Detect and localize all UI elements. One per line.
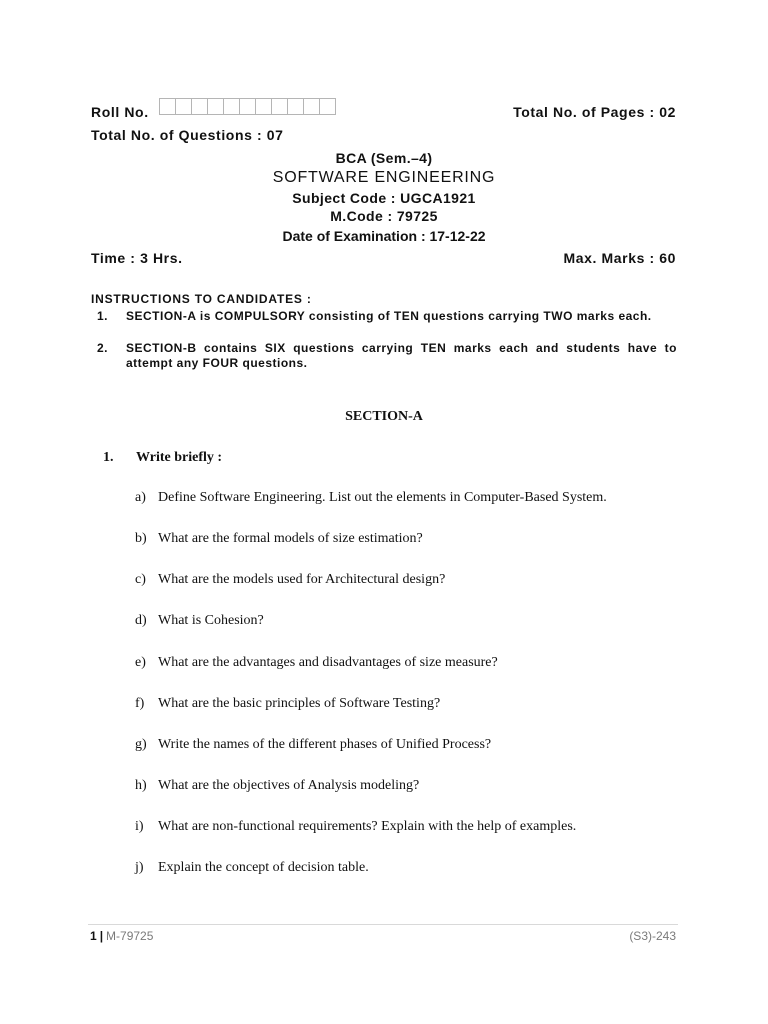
part-text: What are the objectives of Analysis modeling?: [158, 778, 420, 793]
part-text: Define Software Engineering. List out the elements in Computer-Based System.: [158, 490, 607, 505]
page-number: 1: [90, 929, 97, 943]
roll-no-box[interactable]: [255, 98, 272, 115]
subject-title: SOFTWARE ENGINEERING: [272, 169, 496, 186]
roll-no-box[interactable]: [319, 98, 336, 115]
footer-left: [90, 929, 153, 943]
roll-no-label: Roll No.: [91, 104, 149, 120]
instruction-item: [91, 341, 677, 371]
exam-date: Date of Examination : 17-12-22: [282, 228, 486, 244]
part-letter: g): [135, 737, 147, 752]
course-title: BCA (Sem.–4): [335, 150, 433, 166]
roll-no-box[interactable]: [223, 98, 240, 115]
footer-separator: |: [99, 929, 104, 943]
instruction-number: 2.: [97, 341, 109, 355]
m-code: M.Code : 79725: [330, 208, 438, 224]
part-letter: d): [135, 613, 147, 628]
roll-no-box[interactable]: [191, 98, 208, 115]
part-letter: e): [135, 655, 146, 670]
roll-no-box[interactable]: [303, 98, 320, 115]
part-text: What are the models used for Architectural design?: [158, 572, 446, 587]
instruction-number: 1.: [97, 309, 109, 323]
part-letter: a): [135, 490, 146, 505]
roll-no-box[interactable]: [271, 98, 288, 115]
part-text: What are the advantages and disadvantages of size measure?: [158, 655, 498, 670]
part-text: Write the names of the different phases of Unified Process?: [158, 737, 492, 752]
roll-no-box[interactable]: [159, 98, 176, 115]
part-text: Explain the concept of decision table.: [158, 860, 369, 875]
part-letter: c): [135, 572, 146, 587]
instructions-heading: INSTRUCTIONS TO CANDIDATES :: [91, 292, 312, 306]
time-label: Time : 3 Hrs.: [91, 250, 183, 266]
roll-no-boxes[interactable]: [159, 98, 335, 115]
total-pages-label: Total No. of Pages : 02: [513, 104, 676, 120]
footer-m-code: M-79725: [106, 929, 154, 943]
roll-no-box[interactable]: [239, 98, 256, 115]
section-a-title: SECTION-A: [345, 409, 423, 424]
footer-divider: [88, 924, 678, 925]
part-letter: f): [135, 696, 145, 711]
roll-no-box[interactable]: [175, 98, 192, 115]
subject-code: Subject Code : UGCA1921: [292, 190, 476, 206]
instruction-item: [91, 309, 677, 324]
instruction-text: SECTION-A is COMPULSORY consisting of TEN questions carrying TWO marks each.: [126, 309, 652, 323]
total-questions-label: Total No. of Questions : 07: [91, 127, 284, 143]
part-letter: h): [135, 778, 147, 793]
instruction-text: SECTION-B contains SIX questions carrying TEN marks each and students have to attempt any FOUR questions.: [126, 341, 677, 370]
roll-no-box[interactable]: [207, 98, 224, 115]
part-letter: b): [135, 531, 147, 546]
part-letter: j): [135, 860, 144, 875]
part-letter: i): [135, 819, 144, 834]
part-text: What are the formal models of size estimation?: [158, 531, 423, 546]
part-text: What are the basic principles of Software Testing?: [158, 696, 441, 711]
question-text: Write briefly :: [136, 450, 223, 465]
part-text: What is Cohesion?: [158, 613, 264, 628]
part-text: What are non-functional requirements? Explain with the help of examples.: [158, 819, 577, 834]
footer-paper-code: (S3)-243: [629, 929, 676, 943]
max-marks-label: Max. Marks : 60: [563, 250, 676, 266]
roll-no-box[interactable]: [287, 98, 304, 115]
question-number: 1.: [103, 450, 114, 465]
